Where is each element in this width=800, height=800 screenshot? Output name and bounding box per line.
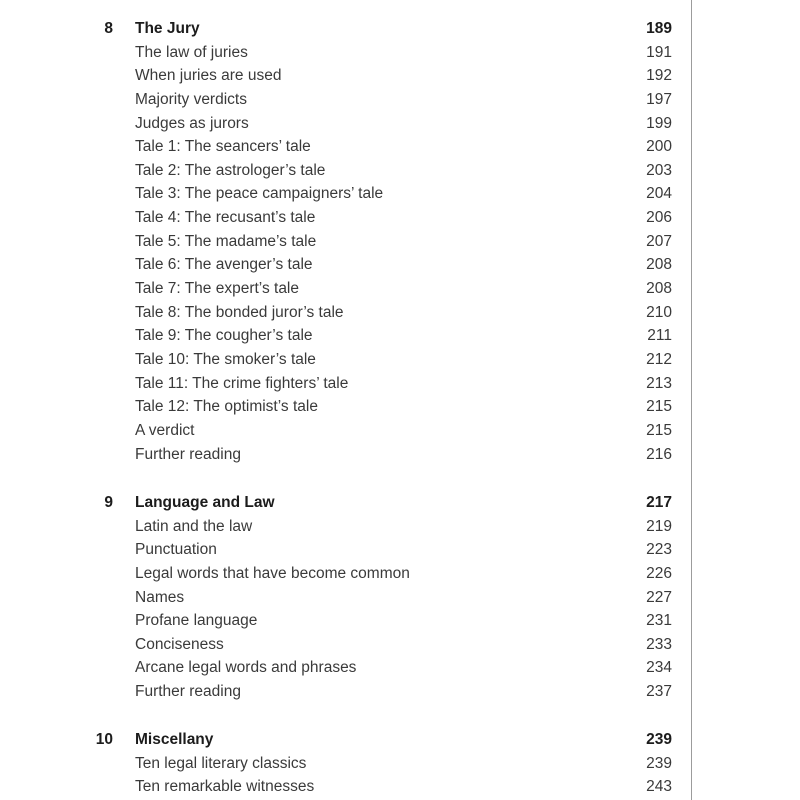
entry-title: Tale 12: The optimist’s tale (135, 398, 318, 416)
toc-entry (0, 230, 800, 254)
toc-entry (0, 752, 800, 776)
toc-entry (0, 562, 800, 586)
toc-entry (0, 253, 800, 277)
entry-title: Ten remarkable witnesses (135, 778, 315, 796)
toc-entry (0, 277, 800, 301)
toc-entry (0, 159, 800, 183)
entry-page: 212 (646, 350, 672, 368)
entry-page: 234 (646, 659, 672, 677)
entry-title: Further reading (135, 445, 241, 463)
chapter-title: Miscellany (135, 731, 214, 748)
toc-entry (0, 348, 800, 372)
entry-title: Names (135, 588, 185, 606)
entry-title: Majority verdicts (135, 90, 247, 108)
toc-entry (0, 419, 800, 443)
entry-title: Tale 10: The smoker’s tale (135, 350, 316, 368)
entry-title: Tale 7: The expert’s tale (135, 280, 299, 298)
chapter-number: 8 (104, 20, 113, 37)
entry-page: 233 (646, 635, 672, 653)
entry-page: 226 (646, 564, 672, 582)
entry-page: 219 (646, 517, 672, 535)
entry-page: 211 (647, 327, 672, 345)
chapter-9 (0, 491, 800, 704)
entry-page: 203 (646, 161, 672, 179)
toc-entry (0, 206, 800, 230)
entry-title: Arcane legal words and phrases (135, 659, 357, 677)
toc-entry (0, 656, 800, 680)
chapter-title: Language and Law (135, 494, 275, 511)
entry-page: 216 (646, 445, 672, 463)
chapter-8 (0, 17, 800, 466)
entry-title: Profane language (135, 612, 258, 630)
entry-title: Tale 11: The crime fighters’ tale (135, 374, 349, 392)
chapter-page: 217 (646, 494, 672, 511)
chapter-page: 239 (646, 731, 672, 748)
entry-title: When juries are used (135, 67, 282, 85)
chapter-title: The Jury (135, 20, 200, 37)
entry-title: Tale 8: The bonded juror’s tale (135, 303, 344, 321)
toc-entry (0, 41, 800, 65)
toc-entry (0, 515, 800, 539)
entry-title: Tale 3: The peace campaigners’ tale (135, 185, 384, 203)
entry-title: Tale 5: The madame’s tale (135, 232, 317, 250)
toc-entry (0, 633, 800, 657)
toc-entry (0, 395, 800, 419)
entry-page: 223 (646, 541, 672, 559)
toc-entry (0, 680, 800, 704)
entry-title: Tale 4: The recusant’s tale (135, 209, 316, 227)
toc-entry (0, 182, 800, 206)
entry-page: 208 (646, 280, 672, 298)
entry-page: 215 (646, 421, 672, 439)
toc-entry (0, 88, 800, 112)
entry-page: 237 (646, 683, 672, 701)
entry-title: A verdict (135, 421, 195, 439)
entry-page: 208 (646, 256, 672, 274)
entry-title: Legal words that have become common (135, 564, 410, 582)
entry-title: Further reading (135, 683, 241, 701)
chapter-number: 10 (95, 731, 113, 748)
toc-entry (0, 586, 800, 610)
toc-entry (0, 538, 800, 562)
chapter-heading (0, 17, 800, 41)
entry-title: The law of juries (135, 43, 248, 61)
entry-page: 199 (646, 114, 672, 132)
entry-page: 213 (646, 374, 672, 392)
entry-page: 191 (646, 43, 672, 61)
entry-page: 243 (646, 778, 672, 796)
toc-entry (0, 112, 800, 136)
entry-page: 204 (646, 185, 672, 203)
chapter-10 (0, 728, 800, 799)
entry-title: Conciseness (135, 635, 224, 653)
toc-entry (0, 64, 800, 88)
entry-title: Tale 9: The cougher’s tale (135, 327, 313, 345)
entry-page: 231 (646, 612, 672, 630)
entry-title: Judges as jurors (135, 114, 249, 132)
toc-entry (0, 372, 800, 396)
chapter-heading (0, 728, 800, 752)
entry-page: 239 (646, 754, 672, 772)
toc-entry (0, 135, 800, 159)
toc-entry (0, 324, 800, 348)
entry-page: 227 (646, 588, 672, 606)
entry-page: 215 (646, 398, 672, 416)
chapter-heading (0, 491, 800, 515)
entry-page: 207 (646, 232, 672, 250)
entry-page: 200 (646, 138, 672, 156)
entry-page: 206 (646, 209, 672, 227)
entry-title: Latin and the law (135, 517, 253, 535)
toc-entry (0, 609, 800, 633)
entry-page: 197 (646, 90, 672, 108)
chapter-number: 9 (104, 494, 113, 511)
entry-page: 192 (646, 67, 672, 85)
entry-title: Ten legal literary classics (135, 754, 307, 772)
entry-title: Tale 2: The astrologer’s tale (135, 161, 326, 179)
entry-page: 210 (646, 303, 672, 321)
toc-entry (0, 775, 800, 799)
toc-entry (0, 443, 800, 467)
entry-title: Punctuation (135, 541, 217, 559)
entry-title: Tale 6: The avenger’s tale (135, 256, 313, 274)
toc-entry (0, 301, 800, 325)
entry-title: Tale 1: The seancers’ tale (135, 138, 311, 156)
chapter-page: 189 (646, 20, 672, 37)
